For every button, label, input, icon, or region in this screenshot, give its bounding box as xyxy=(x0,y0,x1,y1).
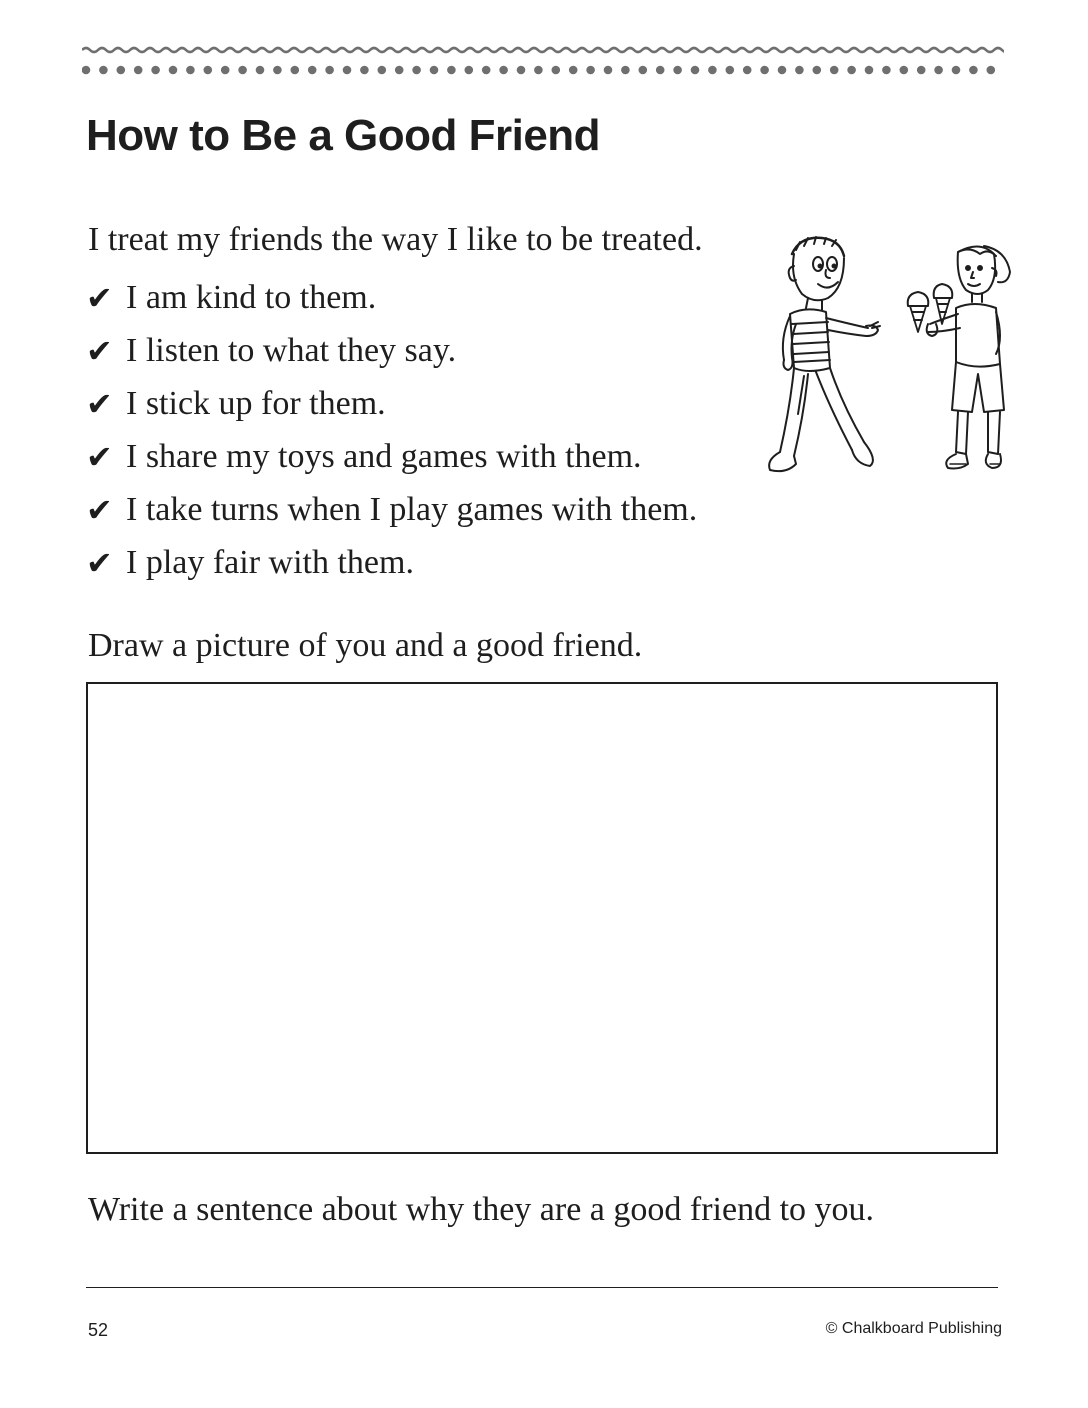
border-dot xyxy=(917,66,926,75)
border-dot xyxy=(169,66,178,75)
border-dot xyxy=(534,66,543,75)
checkmark-icon: ✔ xyxy=(86,437,113,476)
two-friends-sharing-ice-cream-illustration xyxy=(760,228,1022,490)
border-dot xyxy=(517,66,526,75)
page-number: 52 xyxy=(88,1320,109,1340)
border-dot xyxy=(760,66,769,75)
border-dot xyxy=(673,66,682,75)
border-dot xyxy=(204,66,213,75)
draw-prompt: Draw a picture of you and a good friend. xyxy=(88,627,643,664)
drawing-area[interactable] xyxy=(86,682,998,1154)
girl-figure xyxy=(908,246,1010,469)
checklist-item-text: I share my toys and games with them. xyxy=(126,437,642,475)
border-dot xyxy=(639,66,648,75)
checklist-item xyxy=(86,377,697,430)
border-dot xyxy=(273,66,282,75)
checkmark-icon: ✔ xyxy=(86,278,113,317)
border-dot xyxy=(117,66,126,75)
border-dot xyxy=(952,66,961,75)
boy-figure xyxy=(769,237,880,471)
border-dot xyxy=(291,66,300,75)
checklist-item-text: I stick up for them. xyxy=(126,384,386,422)
checklist-item xyxy=(86,271,697,324)
wavy-line xyxy=(82,48,1004,52)
border-dot xyxy=(552,66,561,75)
checklist-item xyxy=(86,483,697,536)
border-dot xyxy=(708,66,717,75)
checklist-item-text: I am kind to them. xyxy=(126,278,377,316)
border-dot xyxy=(465,66,474,75)
border-dot xyxy=(221,66,230,75)
border-dot xyxy=(900,66,909,75)
border-dot xyxy=(82,66,90,75)
checkmark-icon: ✔ xyxy=(86,543,113,582)
border-dot xyxy=(412,66,421,75)
intro-sentence: I treat my friends the way I like to be treated. xyxy=(88,221,703,258)
checkmark-icon: ✔ xyxy=(86,384,113,423)
border-dot xyxy=(586,66,595,75)
border-dot xyxy=(726,66,735,75)
write-prompt: Write a sentence about why they are a good friend to you. xyxy=(88,1191,875,1228)
border-dot xyxy=(691,66,700,75)
checklist-item xyxy=(86,536,697,589)
border-dot xyxy=(343,66,352,75)
border-dot xyxy=(569,66,578,75)
border-dot xyxy=(482,66,491,75)
border-dot xyxy=(813,66,822,75)
border-dot xyxy=(360,66,369,75)
border-dot xyxy=(395,66,404,75)
border-dot xyxy=(308,66,317,75)
border-dot xyxy=(847,66,856,75)
border-dot xyxy=(378,66,387,75)
border-dot xyxy=(134,66,143,75)
border-dot xyxy=(882,66,891,75)
checklist-item-text: I take turns when I play games with them. xyxy=(126,490,698,528)
dotted-line xyxy=(82,66,995,75)
border-dot xyxy=(325,66,334,75)
writing-line[interactable] xyxy=(86,1287,998,1288)
copyright-notice: © Chalkboard Publishing xyxy=(825,1320,1002,1337)
checklist-item xyxy=(86,430,697,483)
decorative-border xyxy=(82,40,1004,80)
border-dot xyxy=(830,66,839,75)
border-dot xyxy=(795,66,804,75)
page-title: How to Be a Good Friend xyxy=(86,111,601,160)
checklist-item xyxy=(86,324,697,377)
border-dot xyxy=(430,66,439,75)
border-dot xyxy=(238,66,247,75)
border-dot xyxy=(99,66,108,75)
checklist-item-text: I play fair with them. xyxy=(126,543,414,581)
border-dot xyxy=(743,66,752,75)
friend-checklist xyxy=(86,271,697,589)
border-dot xyxy=(987,66,996,75)
border-dot xyxy=(969,66,978,75)
border-dot xyxy=(499,66,508,75)
border-dot xyxy=(778,66,787,75)
border-dot xyxy=(447,66,456,75)
border-dot xyxy=(151,66,160,75)
border-dot xyxy=(934,66,943,75)
checklist-item-text: I listen to what they say. xyxy=(126,331,457,369)
checkmark-icon: ✔ xyxy=(86,490,113,529)
border-dot xyxy=(656,66,665,75)
border-dot xyxy=(256,66,265,75)
checkmark-icon: ✔ xyxy=(86,331,113,370)
border-dot xyxy=(186,66,195,75)
border-dot xyxy=(865,66,874,75)
border-dot xyxy=(621,66,630,75)
border-dot xyxy=(604,66,613,75)
